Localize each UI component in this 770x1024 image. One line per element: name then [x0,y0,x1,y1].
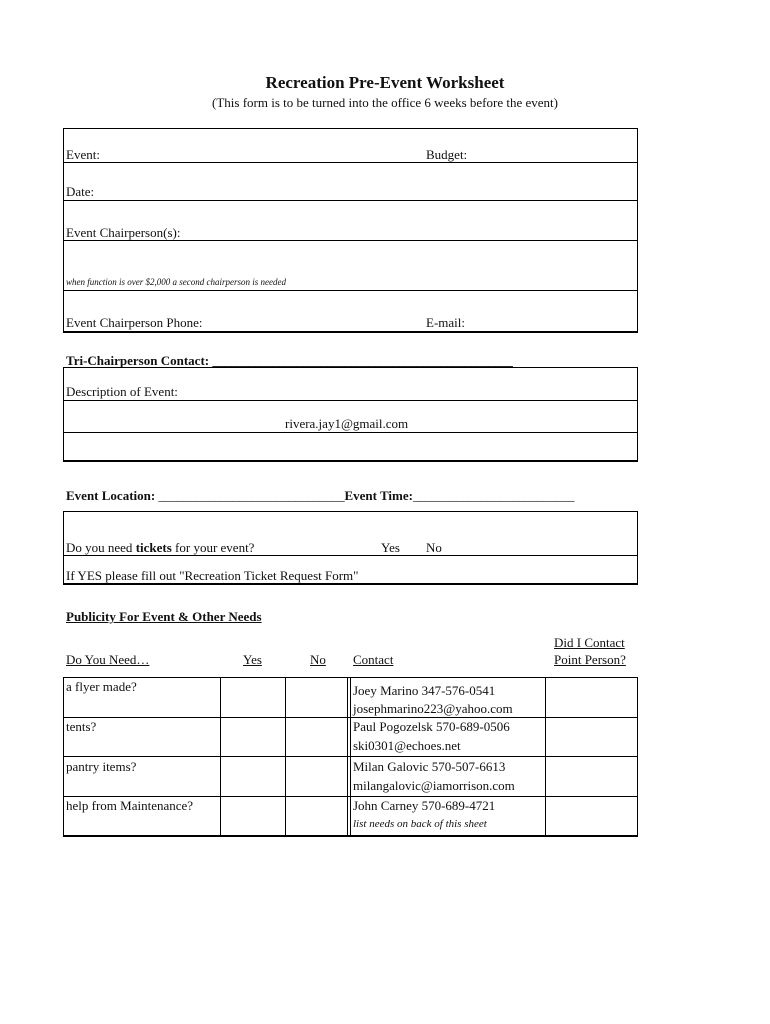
table-row-need: tents? [66,719,97,734]
table-row-contact: John Carney 570-689-4721 [353,798,496,813]
location-line [66,488,574,503]
tri-chairperson-label: Tri-Chairperson Contact: [66,353,213,368]
col-no: No [310,652,326,667]
tri-chairperson-line [66,353,512,368]
col-divider [350,677,351,837]
page-subtitle: (This form is to be turned into the office 6 weeks before the event) [212,95,558,110]
event-label: Event: [66,147,100,162]
description-box [63,367,638,462]
col-divider [285,677,286,837]
tickets-q-bold: tickets [135,540,172,555]
tickets-if-yes: If YES please fill out "Recreation Ticket Request Form" [66,568,359,583]
divider [63,290,638,291]
table-row-contact: Paul Pogozelsk 570-689-0506 [353,719,510,734]
tickets-question [66,540,254,555]
time-underline: __________________________ [412,488,575,503]
divider [63,400,638,401]
col-yes: Yes [243,652,262,667]
time-label: Event Time: [344,488,413,503]
divider [63,240,638,241]
chairperson-note: when function is over $2,000 a second chairperson is needed [66,277,286,287]
col-need: Do You Need… [66,652,150,667]
col-contact: Contact [353,652,394,667]
publicity-heading: Publicity For Event & Other Needs [66,609,262,624]
tri-chairperson-underline: __________________________________________________ [212,353,513,368]
description-label: Description of Event: [66,384,178,399]
tickets-q-before: Do you need [66,540,136,555]
phone-label: Event Chairperson Phone: [66,315,203,330]
email-label: E-mail: [426,315,465,330]
date-label: Date: [66,184,95,199]
table-row-contact-email: milangalovic@iamorrison.com [353,778,515,793]
row-divider [63,756,638,757]
col-divider [545,677,546,837]
divider [63,162,638,163]
col-divider [347,677,348,837]
tickets-no: No [426,540,442,555]
chairperson-label: Event Chairperson(s): [66,225,181,240]
table-row-need: a flyer made? [66,679,137,694]
table-row-need: help from Maintenance? [66,798,194,813]
row-divider [63,717,638,718]
table-row-contact-note: list needs on back of this sheet [353,818,487,830]
divider [63,432,638,433]
description-email: rivera.jay1@gmail.com [285,416,409,431]
col-did-contact-2: Point Person? [554,652,626,667]
table-row-need: pantry items? [66,759,137,774]
table-row-contact: Milan Galovic 570-507-6613 [353,759,506,774]
budget-label: Budget: [426,147,468,162]
tickets-q-after: for your event? [171,540,255,555]
location-label: Event Location: [66,488,159,503]
tickets-yes: Yes [381,540,400,555]
divider [63,555,638,556]
location-underline: ______________________________ [158,488,345,503]
divider [63,200,638,201]
col-did-contact-1: Did I Contact [554,635,625,650]
table-row-contact-email: ski0301@echoes.net [353,738,461,753]
table-row-contact-email: josephmarino223@yahoo.com [353,701,513,716]
table-row-contact: Joey Marino 347-576-0541 [353,683,496,698]
col-divider [220,677,221,837]
page-title: Recreation Pre-Event Worksheet [265,73,505,92]
